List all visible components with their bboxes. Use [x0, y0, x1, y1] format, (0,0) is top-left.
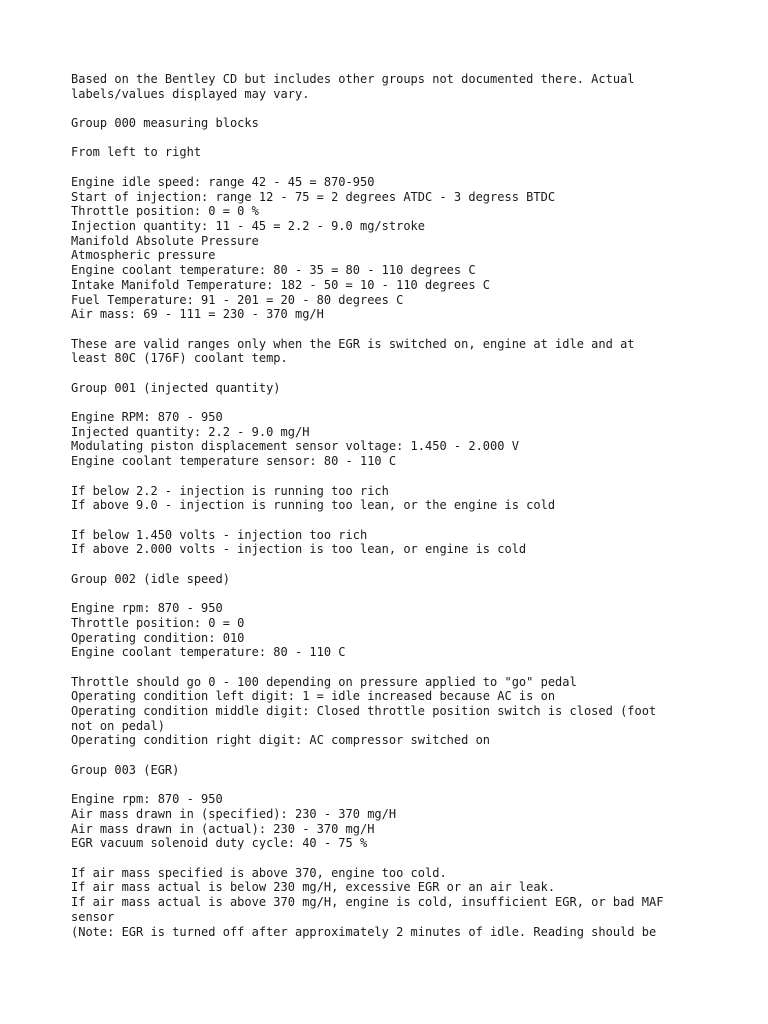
text-paragraph: [71, 410, 731, 469]
text-line: If below 1.450 volts - injection too rich: [71, 527, 368, 542]
text-line: Group 001 (injected quantity): [71, 380, 281, 395]
text-line: Throttle position: 0 = 0: [71, 615, 245, 630]
text-line: EGR vacuum solenoid duty cycle: 40 - 75 %: [71, 836, 368, 851]
document-page: [71, 72, 731, 954]
text-line: Fuel Temperature: 91 - 201 = 20 - 80 degrees C: [71, 292, 404, 307]
text-line: Modulating piston displacement sensor voltage: 1.450 - 2.000 V: [71, 439, 519, 454]
text-line: Intake Manifold Temperature: 182 - 50 = 10 - 110 degrees C: [71, 277, 491, 292]
text-line: Group 002 (idle speed): [71, 571, 230, 586]
text-line: Engine idle speed: range 42 - 45 = 870-950: [71, 174, 375, 189]
text-line: Air mass drawn in (specified): 230 - 370 mg/H: [71, 806, 397, 821]
text-line: Engine RPM: 870 - 950: [71, 410, 223, 425]
text-line: Throttle position: 0 = 0 %: [71, 204, 259, 219]
text-line: Engine coolant temperature sensor: 80 - 110 C: [71, 454, 397, 469]
text-line: labels/values displayed may vary.: [71, 86, 310, 101]
text-line: Manifold Absolute Pressure: [71, 233, 259, 248]
text-line: Engine rpm: 870 - 950: [71, 792, 223, 807]
text-paragraph: [71, 175, 731, 322]
text-line: Air mass: 69 - 111 = 230 - 370 mg/H: [71, 307, 324, 322]
text-line: Operating condition: 010: [71, 630, 245, 645]
text-line: Throttle should go 0 - 100 depending on pressure applied to "go" pedal: [71, 674, 577, 689]
text-line: Based on the Bentley CD but includes other groups not documented there. Actual: [71, 72, 635, 86]
text-line: Engine coolant temperature: 80 - 35 = 80 - 110 degrees C: [71, 263, 476, 278]
text-line: sensor: [71, 909, 115, 924]
text-paragraph: [71, 763, 731, 778]
text-line: Air mass drawn in (actual): 230 - 370 mg/H: [71, 821, 375, 836]
text-line: Engine rpm: 870 - 950: [71, 601, 223, 616]
text-line: Atmospheric pressure: [71, 248, 216, 263]
text-line: Group 000 measuring blocks: [71, 116, 259, 131]
text-paragraph: [71, 145, 731, 160]
text-paragraph: [71, 572, 731, 587]
text-line: Group 003 (EGR): [71, 762, 180, 777]
text-line: Start of injection: range 12 - 75 = 2 degrees ATDC - 3 degress BTDC: [71, 189, 556, 204]
text-paragraph: [71, 601, 731, 660]
text-line: least 80C (176F) coolant temp.: [71, 351, 288, 366]
text-paragraph: [71, 72, 731, 101]
text-line: (Note: EGR is turned off after approximately 2 minutes of idle. Reading should be: [71, 924, 657, 939]
text-line: Operating condition left digit: 1 = idle increased because AC is on: [71, 689, 556, 704]
text-paragraph: [71, 675, 731, 749]
text-paragraph: [71, 484, 731, 513]
text-line: From left to right: [71, 145, 202, 160]
text-line: If above 2.000 volts - injection is too lean, or engine is cold: [71, 542, 527, 557]
text-line: If air mass actual is above 370 mg/H, engine is cold, insufficient EGR, or bad MAF: [71, 895, 664, 910]
text-line: If air mass actual is below 230 mg/H, excessive EGR or an air leak.: [71, 880, 556, 895]
text-paragraph: [71, 381, 731, 396]
text-paragraph: [71, 116, 731, 131]
text-line: These are valid ranges only when the EGR is switched on, engine at idle and at: [71, 336, 635, 351]
text-line: If air mass specified is above 370, engine too cold.: [71, 865, 447, 880]
text-line: Injection quantity: 11 - 45 = 2.2 - 9.0 mg/stroke: [71, 218, 426, 233]
text-line: If above 9.0 - injection is running too lean, or the engine is cold: [71, 498, 556, 513]
text-paragraph: [71, 792, 731, 851]
text-line: If below 2.2 - injection is running too rich: [71, 483, 389, 498]
text-line: Engine coolant temperature: 80 - 110 C: [71, 645, 346, 660]
text-paragraph: [71, 337, 731, 366]
text-line: Operating condition middle digit: Closed throttle position switch is closed (foot: [71, 704, 657, 719]
text-line: not on pedal): [71, 718, 165, 733]
text-line: Operating condition right digit: AC compressor switched on: [71, 733, 491, 748]
text-paragraph: [71, 528, 731, 557]
text-line: Injected quantity: 2.2 - 9.0 mg/H: [71, 424, 310, 439]
text-paragraph: [71, 866, 731, 940]
